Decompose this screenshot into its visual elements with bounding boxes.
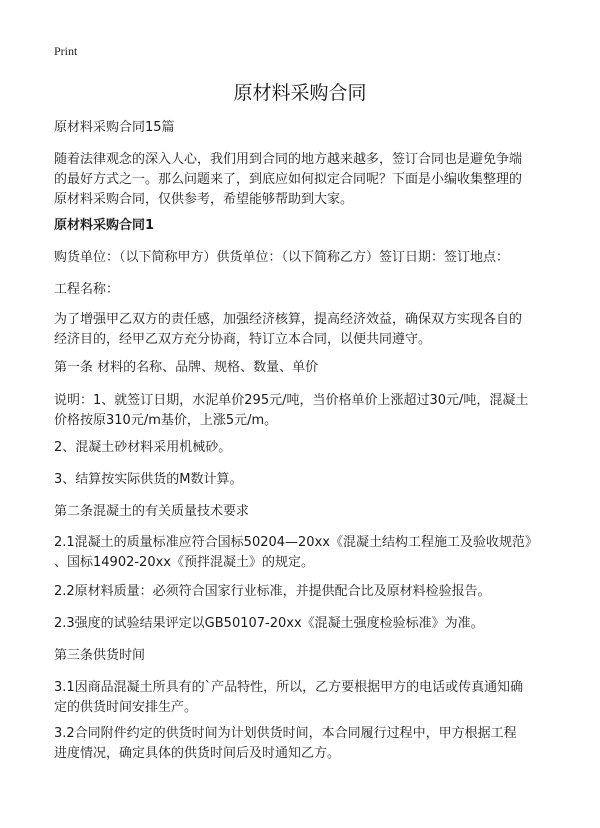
intro-line: 原材料采购合同，仅供参考，希望能够帮助到大家。 bbox=[54, 192, 354, 207]
purpose-line: 经济目的，经甲乙双方充分协商，特订立本合同，以便共同遵守。 bbox=[54, 332, 432, 347]
supply-line: 定的供货时间安排生产。 bbox=[54, 700, 198, 715]
supply-3-1 bbox=[54, 678, 550, 718]
intro-line: 的最好方式之一。那么问题来了，到底应如何拟定合同呢？下面是小编收集整理的 bbox=[54, 172, 523, 187]
quality-2-2: 2.2原材料质量：必须符合国家行业标准，并提供配合比及原材料检验报告。 bbox=[54, 584, 491, 599]
document-subtitle: 原材料采购合同15篇 bbox=[54, 120, 175, 135]
supply-3-2 bbox=[54, 724, 550, 764]
supply-line: 3.2合同附件约定的供货时间为计划供货时间，本合同履行过程中，甲方根据工程 bbox=[54, 726, 517, 741]
note-paragraph bbox=[54, 391, 550, 431]
quality-2-1 bbox=[54, 533, 550, 573]
purpose-paragraph bbox=[54, 310, 550, 350]
item-3: 3、结算按实际供货的M数计算。 bbox=[54, 472, 243, 487]
note-line: 说明：1、就签订日期，水泥单价295元/吨，当价格单价上涨超过30元/吨，混凝土 bbox=[54, 393, 529, 408]
intro-line: 随着法律观念的深入人心，我们用到合同的地方越来越多，签订合同也是避免争端 bbox=[54, 152, 523, 167]
print-label[interactable]: Print bbox=[54, 44, 78, 58]
article-2-heading: 第二条混凝土的有关质量技术要求 bbox=[54, 504, 250, 519]
parties-line: 购货单位：（以下简称甲方）供货单位：（以下简称乙方）签订日期：签订地点： bbox=[54, 250, 510, 265]
purpose-line: 为了增强甲乙双方的责任感，加强经济核算，提高经济效益，确保双方实现各自的 bbox=[54, 312, 523, 327]
note-line: 价格按原310元/m基价，上涨5元/m。 bbox=[54, 413, 278, 428]
supply-line: 3.1因商品混凝土所具有的`产品特性，所以，乙方要根据甲方的电话或传真通知确 bbox=[54, 680, 524, 695]
item-2: 2、混凝土砂材料采用机械砂。 bbox=[54, 440, 232, 455]
supply-line: 进度情况，确定具体的供货时间后及时通知乙方。 bbox=[54, 746, 341, 761]
document-title: 原材料采购合同 bbox=[233, 82, 367, 104]
project-name: 工程名称： bbox=[54, 282, 120, 297]
intro-paragraph bbox=[54, 150, 550, 210]
article-3-heading: 第三条供货时间 bbox=[54, 648, 146, 663]
quality-line: 、国标14902-20xx《预拌混凝土》的规定。 bbox=[54, 555, 314, 570]
article-1-heading: 第一条 材料的名称、品牌、规格、数量、单价 bbox=[54, 360, 319, 375]
section-heading: 原材料采购合同1 bbox=[54, 218, 155, 233]
quality-line: 2.1混凝土的质量标准应符合国标50204—20xx《混凝土结构工程施工及验收规范》 bbox=[54, 535, 538, 550]
quality-2-3: 2.3强度的试验结果评定以GB50107-20xx《混凝土强度检验标准》为准。 bbox=[54, 616, 484, 631]
